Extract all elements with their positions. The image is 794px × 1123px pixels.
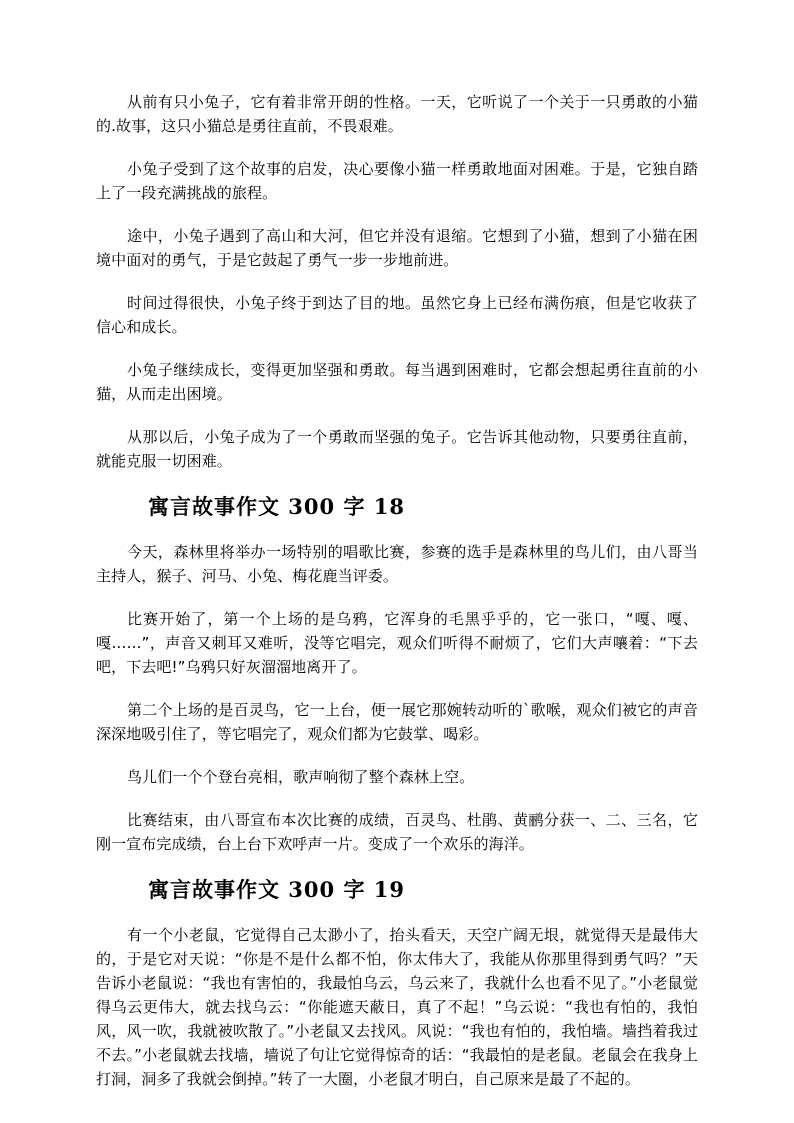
paragraph: 今天，森林里将举办一场特别的唱歌比赛，参赛的选手是森林里的鸟儿们，由八哥当主持人，猴子、河马、小兔、梅花鹿当评委。 [96, 543, 698, 585]
paragraph: 第二个上场的是百灵鸟，它一上台，便一展它那婉转动听的`歌喉，观众们被它的声音深深地吸引住了，等它唱完了，观众们都为它鼓掌、喝彩。 [96, 701, 698, 743]
section-heading: 寓言故事作文 300 字 18 [148, 494, 405, 519]
story-section-rabbit [96, 90, 698, 473]
section-heading: 寓言故事作文 300 字 19 [148, 877, 405, 902]
story-section-18 [96, 492, 698, 856]
paragraph: 时间过得很快，小兔子终于到达了目的地。虽然它身上已经布满伤痕，但是它收获了信心和成长。 [96, 294, 698, 336]
paragraph: 小兔子受到了这个故事的启发，决心要像小猫一样勇敢地面对困难。于是，它独自踏上了一段充满挑战的旅程。 [96, 160, 698, 202]
paragraph: 有一个小老鼠，它觉得自己太渺小了，抬头看天，天空广阔无垠，就觉得天是最伟大的，于是它对天说：“你是不是什么都不怕，你太伟大了，我能从你那里得到勇气吗？”天告诉小老鼠说：“我也有害怕的，我最怕乌云，乌云来了，我就什么也看不见了。”小老鼠觉得乌云更伟大，就去找乌云：“你能遮天蔽日，真了不起！”乌云说：“我也有怕的，我怕风，风一吹，我就被吹散了。”小老鼠又去找风。风说：“我也有怕的，我怕墙。墙挡着我过不去。”小老鼠就去找墙，墙说了句让它觉得惊奇的话：“我最怕的是老鼠。老鼠会在我身上打洞，洞多了我就会倒掉。”转了一大圈，小老鼠才明白，自己原来是最了不起的。 [96, 926, 698, 1088]
paragraph: 比赛结束，由八哥宣布本次比赛的成绩，百灵鸟、杜鹃、黄鹂分获一、二、三名，它刚一宣布完成绩，台上台下欢呼声一片。变成了一个欢乐的海洋。 [96, 811, 698, 853]
paragraph: 比赛开始了，第一个上场的是乌鸦，它浑身的毛黑乎乎的，它一张口，“嘎、嘎、嘎……”，声音又刺耳又难听，没等它唱完，观众们听得不耐烦了，它们大声嚷着：“下去吧，下去吧!”乌鸦只好灰溜溜地离开了。 [96, 610, 698, 676]
story-section-19 [96, 875, 698, 1091]
paragraph: 从前有只小兔子，它有着非常开朗的性格。一天，它听说了一个关于一只勇敢的小猫的.故事，这只小猫总是勇往直前，不畏艰难。 [96, 93, 698, 135]
paragraph: 从那以后，小兔子成为了一个勇敢而坚强的兔子。它告诉其他动物，只要勇往直前，就能克服一切困难。 [96, 428, 698, 470]
paragraph: 小兔子继续成长，变得更加坚强和勇敢。每当遇到困难时，它都会想起勇往直前的小猫，从而走出困境。 [96, 361, 698, 403]
paragraph: 途中，小兔子遇到了高山和大河，但它并没有退缩。它想到了小猫，想到了小猫在困境中面对的勇气，于是它鼓起了勇气一步一步地前进。 [96, 227, 698, 269]
paragraph: 鸟儿们一个个登台亮相，歌声响彻了整个森林上空。 [127, 768, 475, 786]
document-page [96, 90, 698, 1110]
